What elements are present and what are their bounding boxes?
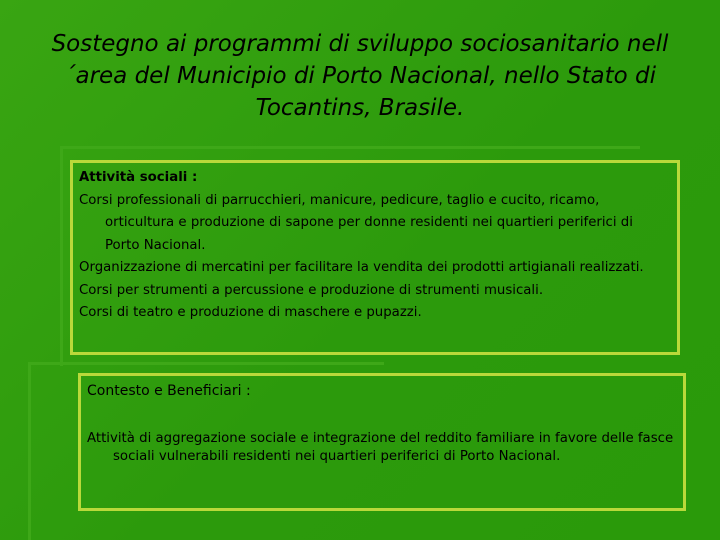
context-heading: Contesto e Beneficiari : — [87, 383, 251, 399]
activity-item: Organizzazione di mercatini per facilitare la vendita dei prodotti artigianali realizzati. — [79, 260, 644, 275]
activities-heading: Attività sociali : — [79, 170, 198, 185]
decorative-stripe-left — [60, 146, 63, 366]
context-paragraph: Attività di aggregazione sociale e integrazione del reddito familiare in favore delle fasce sociali vulnerabili residenti nei quartieri periferici di Porto Nacional. — [87, 431, 674, 464]
activity-item: Corsi professionali di parrucchieri, manicure, pedicure, taglio e cucito, ricamo, orticultura e produzione di sapone per donne residenti nei quartieri periferici di Porto Nacional. — [79, 192, 633, 253]
spacer — [87, 402, 677, 430]
activity-item: Corsi per strumenti a percussione e produzione di strumenti musicali. — [79, 282, 544, 298]
activities-box — [70, 160, 680, 355]
activity-item: Corsi di teatro e produzione di maschere e pupazzi. — [79, 305, 422, 320]
decorative-stripe-top — [60, 146, 640, 149]
slide-title: Sostegno ai programmi di sviluppo sociosanitario nell´area del Municipio di Porto Nacional, nello Stato di Tocantins, Brasile. — [51, 31, 669, 121]
decorative-stripe-left-lower — [28, 362, 31, 540]
context-box — [78, 373, 686, 511]
decorative-stripe-mid — [28, 362, 384, 365]
